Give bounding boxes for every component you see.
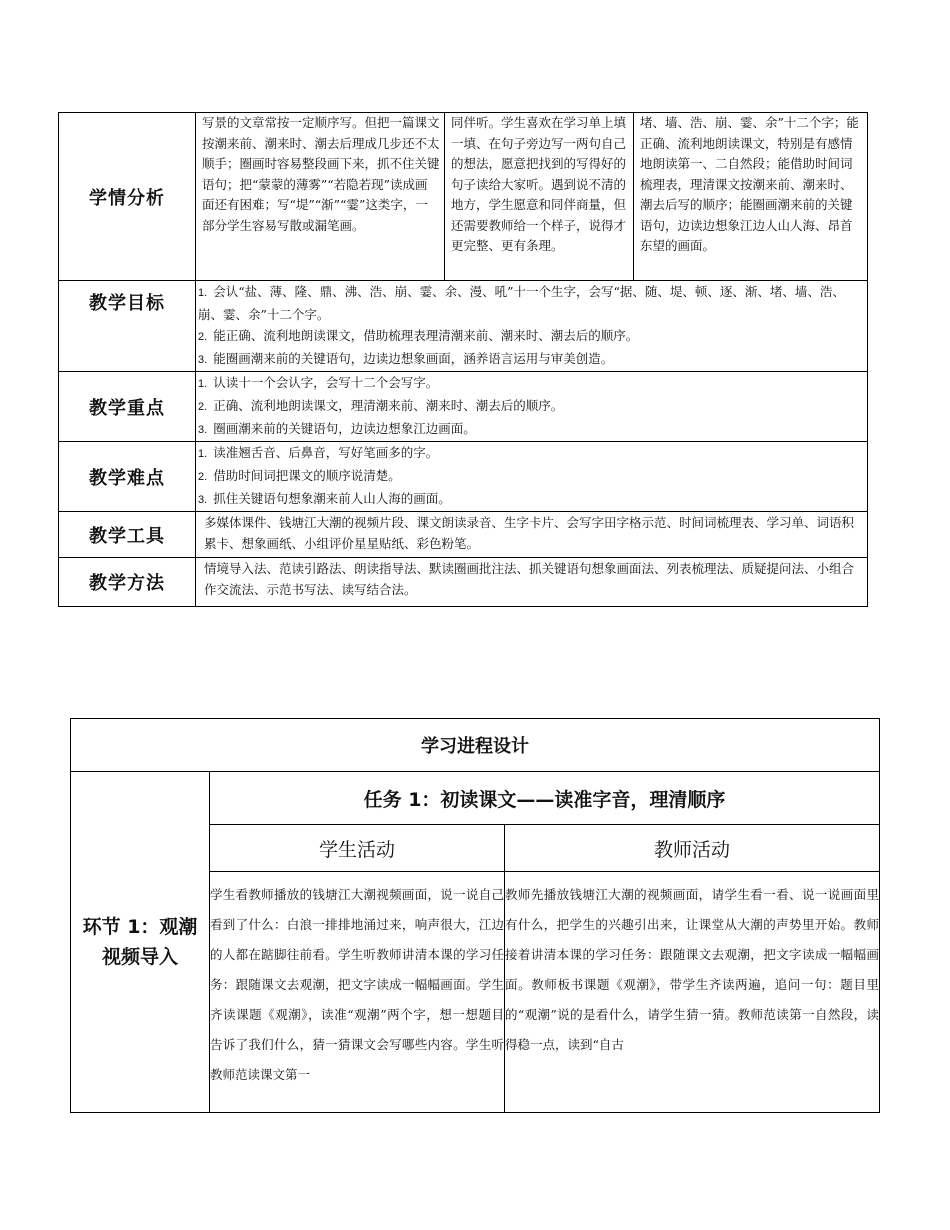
keypoints-label: 教学重点 — [59, 372, 196, 442]
keypoints-item-1: 1. 认读十一个会认字，会写十二个会写字。 — [198, 375, 439, 390]
student-activity-cell — [210, 872, 505, 1113]
teacher-activity-text: 教师先播放钱塘江大潮的视频画面，请学生看一看、说一说画面里有什么，把学生的兴趣引出来，让课堂从大潮的声势里开始。教师接着讲清本课的学习任务：跟随课文去观潮，把文字读成一幅幅画面。教师板书课题《观潮》，带学生齐读两遍，追问一句：题目里的“观潮”说的是看什么，请学生猜一猜。教师范读第一自然段，读得稳一点，读到“自古 — [505, 887, 880, 1052]
analysis-label: 学情分析 — [59, 113, 196, 281]
keypoints-list — [196, 372, 868, 442]
goals-item-1: 1. 会认“盐、薄、隆、鼎、沸、浩、崩、霎、余、漫、吼”十一个生字，会写“据、随、堤、顿、逐、渐、堵、墙、浩、崩、霎、余”十二个字。 — [198, 284, 845, 322]
stage-label: 环节 1：观潮视频导入 — [71, 772, 210, 1113]
difficulties-label: 教学难点 — [59, 442, 196, 512]
difficulties-list — [196, 442, 868, 512]
keypoints-item-3: 3. 圈画潮来前的关键语句，边读边想象江边画面。 — [198, 421, 476, 436]
lesson-plan-table — [58, 112, 868, 607]
keypoints-item-2: 2. 正确、流利地朗读课文，理清潮来前、潮来时、潮去后的顺序。 — [198, 398, 564, 413]
tools-text: 多媒体课件、钱塘江大潮的视频片段、课文朗读录音、生字卡片、会写字田字格示范、时间词梳理表、学习单、词语积累卡、想象画纸、小组评价星星贴纸、彩色粉笔。 — [196, 512, 868, 558]
student-activity-text: 学生看教师播放的钱塘江大潮视频画面，说一说自己看到了什么：白浪一排排地涌过来，响声很大，江边的人都在踮脚往前看。学生听教师讲清本课的学习任务：跟随课文去观潮，把文字读成一幅幅画面。学生齐读课题《观潮》，读准“观潮”两个字，想一想题目告诉了我们什么，猜一猜课文会写哪些内容。学生听教师范读课文第一 — [210, 887, 504, 1082]
analysis-text-2: 同伴听。学生喜欢在学习单上填一填、在句子旁边写一两句自己的想法，愿意把找到的写得好的句子读给大家听。遇到说不清的地方，学生愿意和同伴商量，但还需要教师给一个样子，说得才更完整、更有条理。 — [445, 113, 634, 281]
analysis-text-3: 堵、墙、浩、崩、霎、余”十二个字；能正确、流利地朗读课文，特别是有感情地朗读第一、二自然段；能借助时间词梳理表，理清课文按潮来前、潮来时、潮去后写的顺序；能圈画潮来前的关键语句，边读边想象江边人山人海、昂首东望的画面。 — [634, 113, 868, 281]
methods-label: 教学方法 — [59, 558, 196, 607]
tools-label: 教学工具 — [59, 512, 196, 558]
goals-item-3: 3. 能圈画潮来前的关键语句，边读边想象画面，涵养语言运用与审美创造。 — [198, 351, 614, 366]
difficulties-item-3: 3. 抓住关键语句想象潮来前人山人海的画面。 — [198, 491, 451, 506]
process-title: 学习进程设计 — [71, 719, 880, 772]
goals-item-2: 2. 能正确、流利地朗读课文，借助梳理表理清潮来前、潮来时、潮去后的顺序。 — [198, 328, 639, 343]
analysis-text-1: 写景的文章常按一定顺序写。但把一篇课文按潮来前、潮来时、潮去后理成几步还不太顺手；圈画时容易整段画下来，抓不住关键语句；把“蒙蒙的薄雾”“若隐若现”读成画面还有困难；写“堤”“渐”“霎”这类字，一部分学生容易写散或漏笔画。 — [196, 113, 445, 281]
student-activity-header: 学生活动 — [210, 825, 505, 872]
methods-text: 情境导入法、范读引路法、朗读指导法、默读圈画批注法、抓关键语句想象画面法、列表梳理法、质疑提问法、小组合作交流法、示范书写法、读写结合法。 — [196, 558, 868, 607]
learning-process-table — [70, 718, 880, 1113]
task-title: 任务 1：初读课文——读准字音，理清顺序 — [210, 772, 880, 825]
teacher-activity-cell — [505, 872, 880, 1113]
difficulties-item-1: 1. 读准翘舌音、后鼻音，写好笔画多的字。 — [198, 445, 439, 460]
goals-list — [196, 281, 868, 372]
difficulties-item-2: 2. 借助时间词把课文的顺序说清楚。 — [198, 468, 401, 483]
goals-label: 教学目标 — [59, 281, 196, 372]
teacher-activity-header: 教师活动 — [505, 825, 880, 872]
